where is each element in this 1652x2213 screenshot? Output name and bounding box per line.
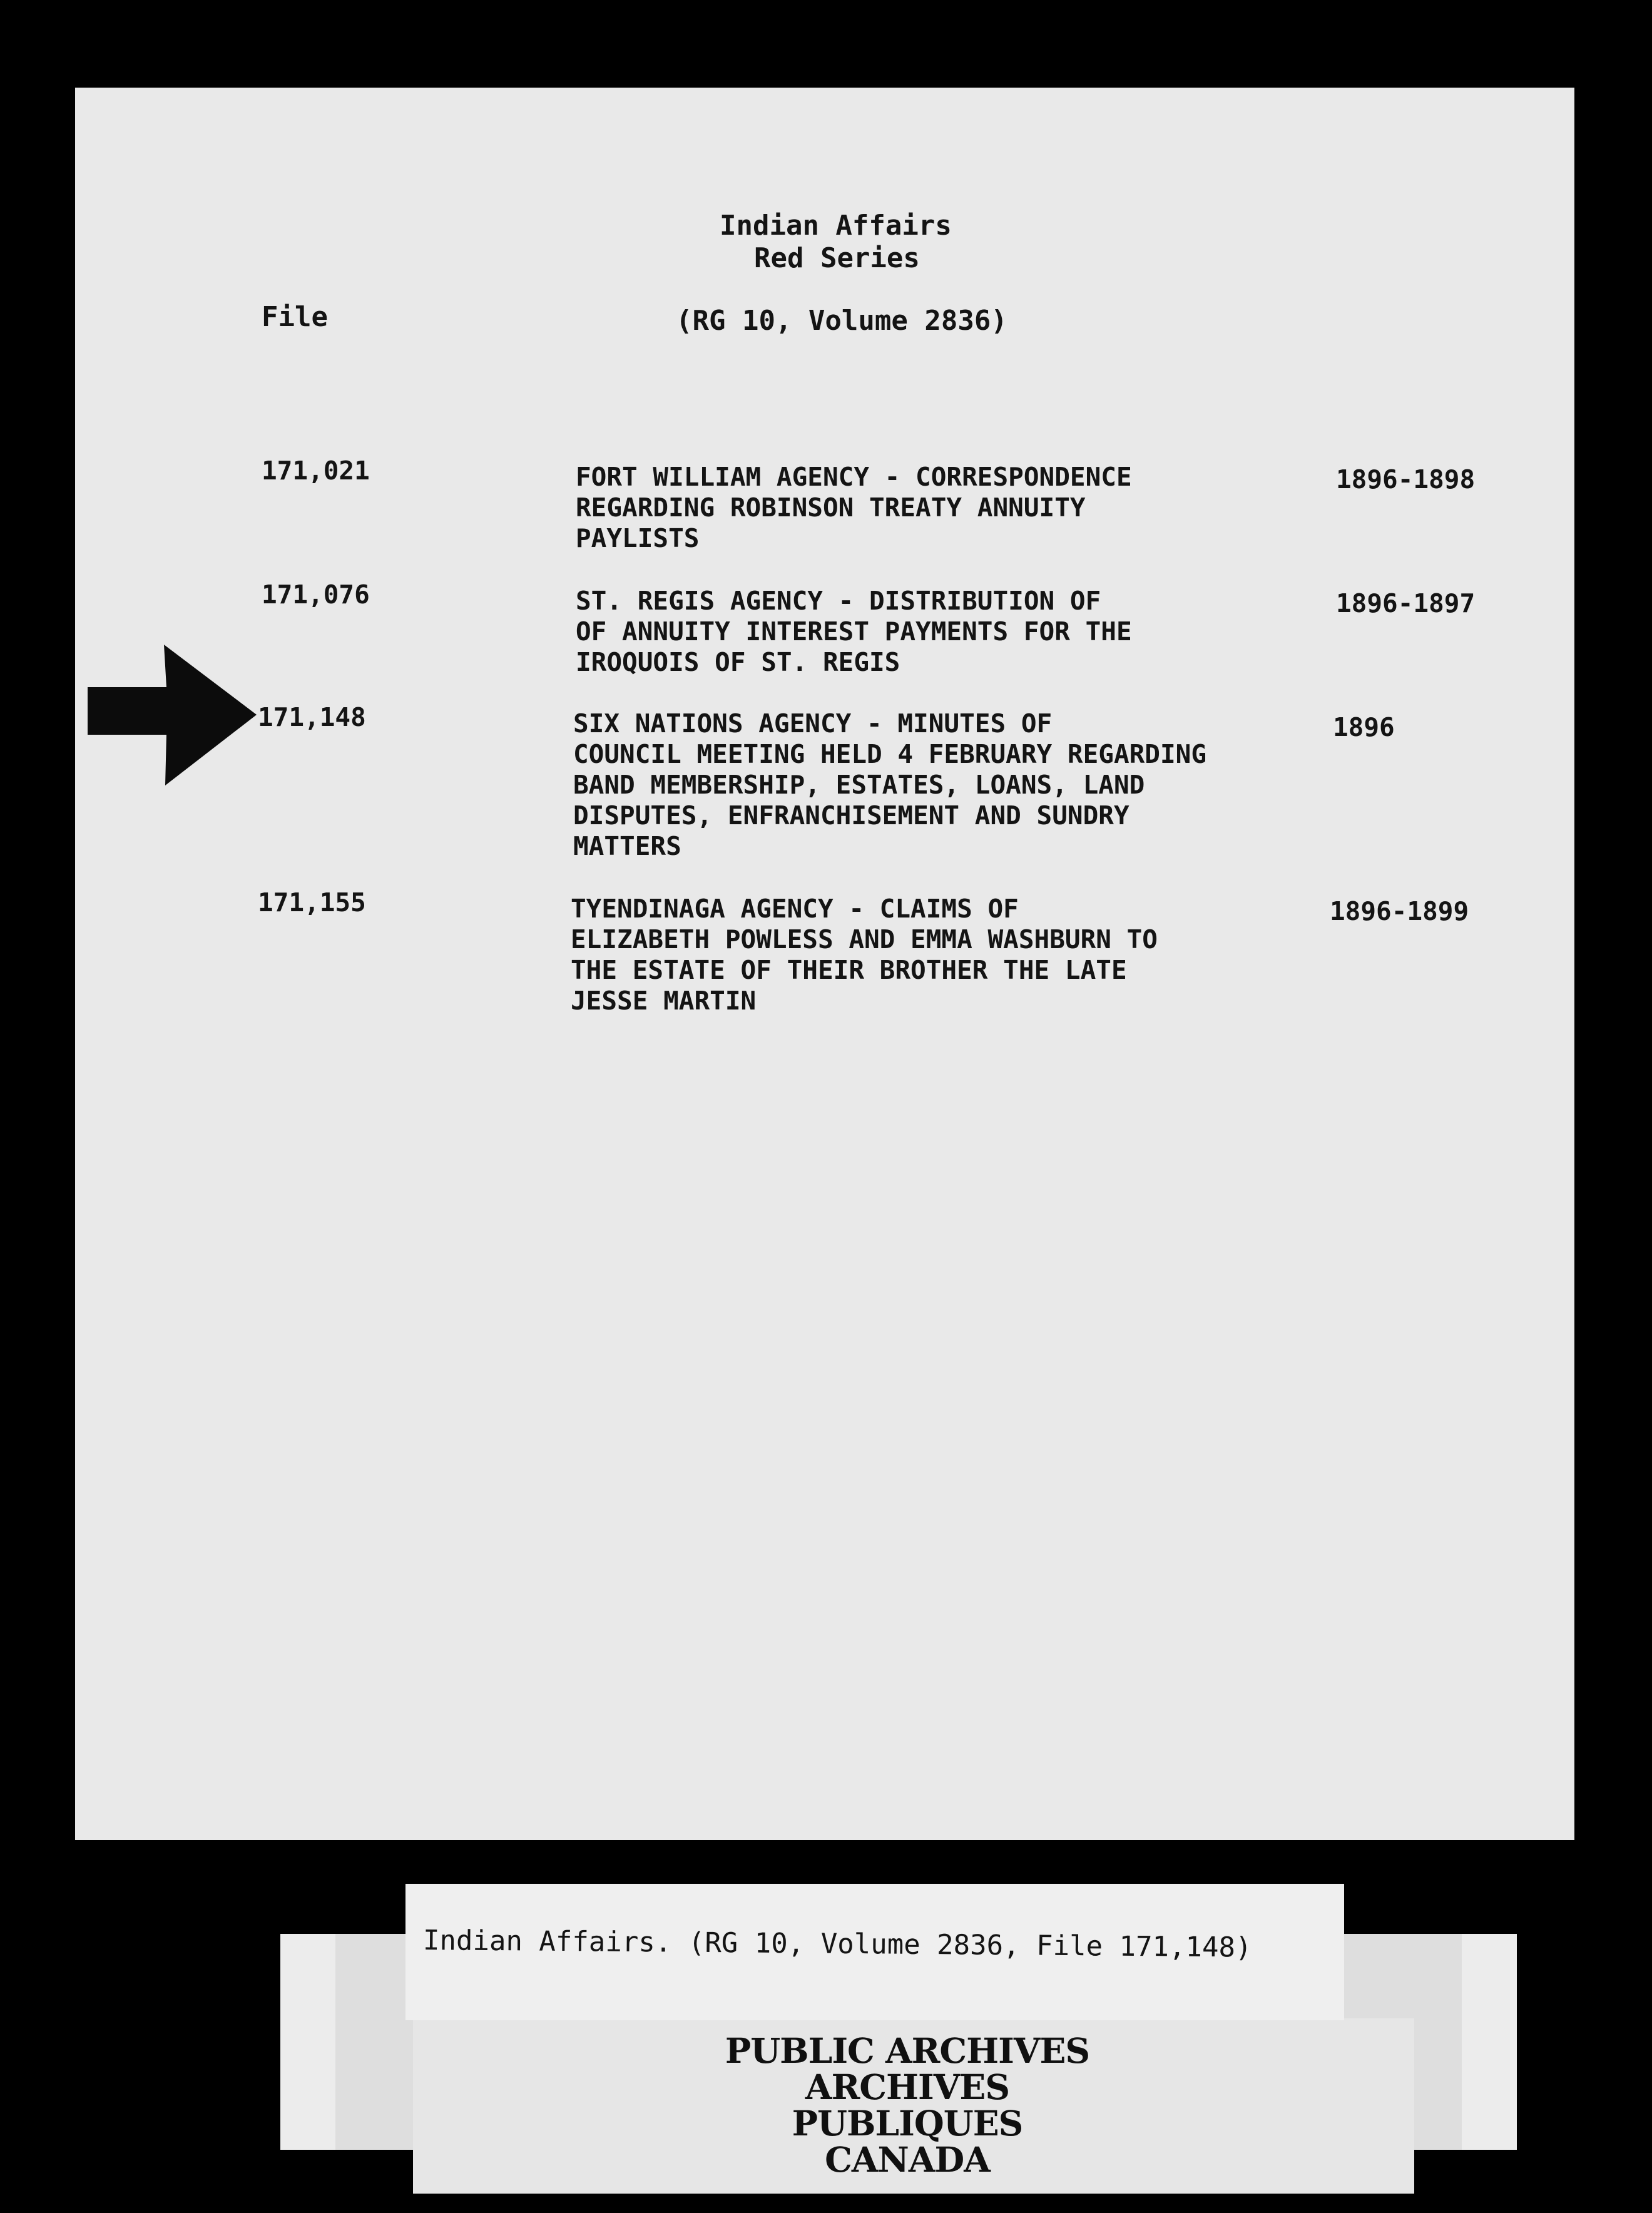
entry-description-line: OF ANNUITY INTEREST PAYMENTS FOR THE xyxy=(576,616,1132,647)
entry-description-line: FORT WILLIAM AGENCY - CORRESPONDENCE xyxy=(576,462,1132,492)
file-column-label: File xyxy=(262,301,328,333)
entry-description-line: JESSE MARTIN xyxy=(571,986,757,1016)
label-strip-edge xyxy=(280,1934,335,2150)
entry-description-line: IROQUOIS OF ST. REGIS xyxy=(576,647,900,677)
entry-description-line: TYENDINAGA AGENCY - CLAIMS OF xyxy=(571,894,1019,924)
entry-description xyxy=(576,462,1132,554)
entry-description-line: ST. REGIS AGENCY - DISTRIBUTION OF xyxy=(576,586,1101,616)
entry-file-number: 171,076 xyxy=(262,580,370,610)
document-subtitle: Red Series xyxy=(754,242,920,274)
entry-description-line: ELIZABETH POWLESS AND EMMA WASHBURN TO xyxy=(571,924,1158,954)
entry-date: 1896-1897 xyxy=(1336,588,1476,618)
reference-text: Indian Affairs. (RG 10, Volume 2836, File 171,148) xyxy=(422,1924,1252,1964)
archives-stamp xyxy=(688,2030,1126,2180)
entry-description xyxy=(571,894,1158,1016)
stamp-line: CANADA xyxy=(825,2139,990,2180)
entry-file-number: 171,155 xyxy=(258,887,366,917)
entry-description-line: DISPUTES, ENFRANCHISEMENT AND SUNDRY xyxy=(573,800,1129,831)
entry-description-line: REGARDING ROBINSON TREATY ANNUITY xyxy=(576,493,1086,523)
entry-description-line: PAYLISTS xyxy=(576,523,700,553)
entry-description-line: THE ESTATE OF THEIR BROTHER THE LATE xyxy=(571,955,1127,985)
entry-date: 1896-1898 xyxy=(1336,464,1476,494)
volume-reference: (RG 10, Volume 2836) xyxy=(676,305,1007,337)
entry-description xyxy=(576,586,1132,678)
entry-description-line: BAND MEMBERSHIP, ESTATES, LOANS, LAND xyxy=(573,770,1145,800)
entry-date: 1896-1899 xyxy=(1330,896,1469,926)
entry-description-line: MATTERS xyxy=(573,831,681,861)
stamp-line: PUBLIC ARCHIVES xyxy=(725,2030,1090,2071)
entry-description xyxy=(573,708,1206,862)
entry-description-line: COUNCIL MEETING HELD 4 FEBRUARY REGARDING xyxy=(573,739,1207,769)
label-strip-edge xyxy=(1462,1934,1517,2150)
document-title: Indian Affairs xyxy=(720,210,952,242)
arrow-right-icon xyxy=(88,645,266,785)
entry-date: 1896 xyxy=(1333,712,1395,742)
stamp-line: ARCHIVES PUBLIQUES xyxy=(792,2067,1023,2144)
entry-description-line: SIX NATIONS AGENCY - MINUTES OF xyxy=(573,708,1053,739)
entry-file-number: 171,021 xyxy=(262,456,370,486)
entry-file-number: 171,148 xyxy=(258,702,366,732)
